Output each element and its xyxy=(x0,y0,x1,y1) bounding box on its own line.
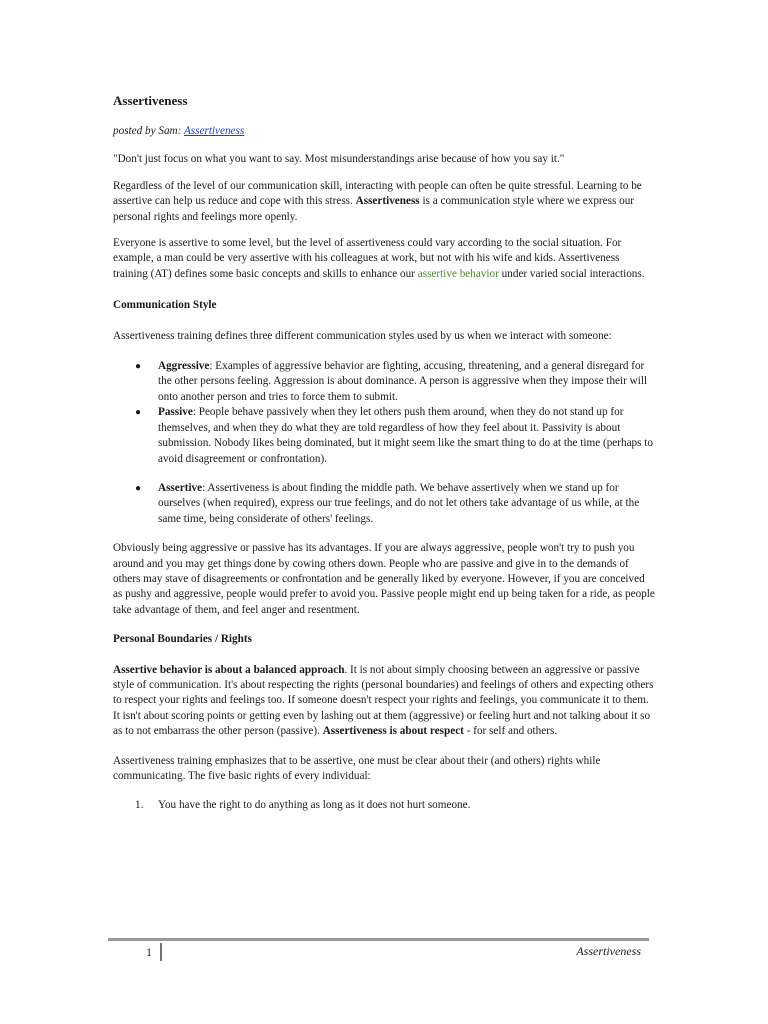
intro2-text-a: Everyone is assertive to some level, but the level of assertiveness could vary according to the social situation. For example, a man could be very assertive with his colleagues at work, but not with his wife and kids. Assertiveness training (AT) defines some basic concepts and skills to enhance our xyxy=(113,237,622,280)
advantages-paragraph: Obviously being aggressive or passive has its advantages. If you are always aggressive, people won't try to push you around and you may get things done by cowing others down. People who are passive and give in to the demands of others may stave of disagreements or confrontation and be generally liked by everyone. However, if you are conceived as pushy and aggressive, people would prefer to avoid you. Passive people might end up being taken for a ride, as people take advantage of them, and feel anger and resentment. xyxy=(113,542,655,616)
page-footer xyxy=(108,938,649,967)
quote-paragraph: "Don't just focus on what you want to say. Most misunderstandings arise because of how you say it." xyxy=(113,153,565,166)
list-item-text: : Examples of aggressive behavior are fighting, accusing, threatening, and a general disregard for the other persons feeling. Aggression is about dominance. A person is aggressive when they impose their will onto another person and tries to force them to submit. xyxy=(158,360,648,403)
rights-list xyxy=(113,798,655,813)
list-item-term: Assertive xyxy=(158,481,203,494)
balanced-approach-paragraph xyxy=(113,663,655,740)
list-item-text: : Assertiveness is about finding the middle path. We behave assertively when we stand up for ourselves (when required), express our true feelings, and do not let others take advantage of us while, at the same time, being considerate of others' feelings. xyxy=(158,481,640,525)
communication-styles-list xyxy=(113,359,655,527)
respect-text: - for self and others. xyxy=(463,725,558,738)
heading-communication-style: Communication Style xyxy=(113,299,217,312)
footer-divider xyxy=(160,943,162,961)
list-item-term: Passive xyxy=(158,406,193,419)
list-item-text: : People behave passively when they let others push them around, when they do not stand up for themselves, and when they do what they are told regardless of how they feel about it. Passivity is about submission. Nobody likes being dominated, but it might seem like the smart thing to do at the time (perhaps to avoid disagreement or confrontation). xyxy=(158,406,653,465)
heading-personal-boundaries: Personal Boundaries / Rights xyxy=(113,633,252,646)
rights-list-item xyxy=(135,798,655,813)
list-item-assertive xyxy=(135,481,655,527)
intro1-bold: Assertiveness xyxy=(355,195,420,208)
list-item-passive xyxy=(135,405,655,467)
training-paragraph: Assertiveness training emphasizes that to be assertive, one must be clear about their (and others) rights while communicating. The five basic rights of every individual: xyxy=(113,754,601,782)
intro-paragraph-2 xyxy=(113,236,655,282)
balanced-text: . It is not about simply choosing between an aggressive or passive style of communication. It's about respecting the rights (personal boundaries) and feelings of others and expecting others to respect your rights and feelings too. If someone doesn't respect your rights and feelings, you communicate it to them. It isn't about scoring points or getting even by lashing out at them (aggressive) or feeling hurt and not talking about it so as to not embarrass the other person (passive). xyxy=(113,663,654,738)
document-body xyxy=(113,92,655,814)
page-title: Assertiveness xyxy=(113,93,188,108)
intro-paragraph-1 xyxy=(113,179,655,225)
intro1-text-b: is a communication style where we express our personal rights and feelings more openly. xyxy=(113,195,635,223)
list-item-term: Aggressive xyxy=(158,360,210,373)
rights-list-number: 1. xyxy=(135,799,144,812)
balanced-bold: Assertive behavior is about a balanced approach xyxy=(113,663,345,676)
intro1-text-a: Regardless of the level of our communication skill, interacting with people can often be quite stressful. Learning to be assertive can help us reduce and cope with this stress. xyxy=(113,179,642,208)
running-title: Assertiveness xyxy=(576,944,641,958)
list-item-aggressive xyxy=(135,359,655,405)
byline xyxy=(113,124,655,139)
rights-list-text: You have the right to do anything as long as it does not hurt someone. xyxy=(158,799,471,812)
style-intro-paragraph: Assertiveness training defines three different communication styles used by us when we interact with someone: xyxy=(113,329,612,342)
byline-prefix: posted by Sam: xyxy=(113,125,184,137)
respect-bold: Assertiveness is about respect xyxy=(322,725,464,738)
assertive-behavior-link[interactable]: assertive behavior xyxy=(417,267,499,280)
bullet-icon: ● xyxy=(135,482,142,494)
intro2-text-b: under varied social interactions. xyxy=(498,267,645,280)
bullet-icon: ● xyxy=(135,407,142,419)
byline-link[interactable]: Assertiveness xyxy=(183,125,245,137)
page-number: 1 xyxy=(146,945,152,959)
bullet-icon: ● xyxy=(135,361,142,373)
